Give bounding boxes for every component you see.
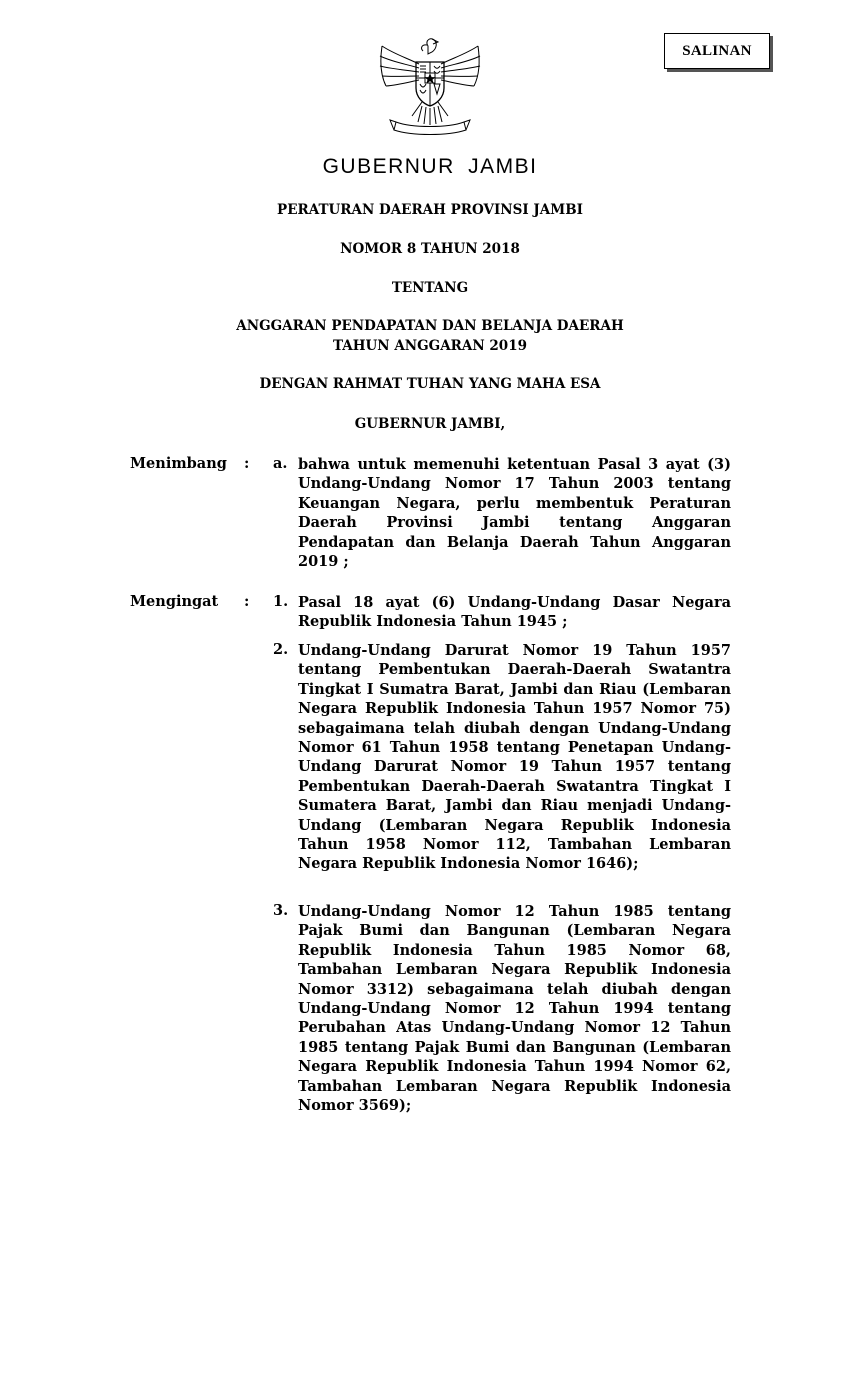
blessing-line: DENGAN RAHMAT TUHAN YANG MAHA ESA	[259, 376, 601, 392]
mengingat-item-text: Undang-Undang Nomor 12 Tahun 1985 tentang Pajak Bumi dan Bangunan (Lembaran Negara Republik Indonesia Tahun 1985 Nomor 68, Tambahan Lembaran Negara Republik Indonesia Nomor 3312) sebagaimana telah diubah dengan Undang-Undang Nomor 12 Tahun 1994 tentang Perubahan Atas Undang-Undang Nomor 12 Tahun 1985 tentang Pajak Bumi dan Bangunan (Lembaran Negara Republik Indonesia Tahun 1994 Nomor 62, Tambahan Lembaran Negara Republik Indonesia Nomor 3569);	[298, 903, 731, 1115]
governor-heading: GUBERNUR JAMBI	[322, 155, 538, 178]
mengingat-item-text: Pasal 18 ayat (6) Undang-Undang Dasar Negara Republik Indonesia Tahun 1945 ;	[298, 594, 731, 631]
mengingat-item-text: Undang-Undang Darurat Nomor 19 Tahun 1957 tentang Pembentukan Daerah-Daerah Swatantra Tingkat I Sumatra Barat, Jambi dan Riau (Lembaran Negara Republik Indonesia Tahun 1957 Nomor 75) sebagaimana telah diubah dengan Undang-Undang Nomor 61 Tahun 1958 tentang Penetapan Undang-Undang Darurat Nomor 19 Tahun 1957 tentang Pembentukan Daerah-Daerah Swatantra Tingkat I Sumatera Barat, Jambi dan Riau menjadi Undang-Undang (Lembaran Negara Republik Indonesia Tahun 1958 Nomor 112, Tambahan Lembaran Negara Republik Indonesia Nomor 1646);	[298, 642, 731, 873]
about-heading: TENTANG	[391, 280, 469, 296]
subject-line-2: TAHUN ANGGARAN 2019	[332, 338, 527, 354]
mengingat-label: Mengingat	[130, 593, 219, 610]
mengingat-item-marker: 2.	[273, 641, 289, 658]
subject-line-1: ANGGARAN PENDAPATAN DAN BELANJA DAERAH	[236, 318, 624, 334]
governor-signatory: GUBERNUR JAMBI,	[354, 416, 506, 432]
regulation-title: PERATURAN DAERAH PROVINSI JAMBI	[277, 202, 583, 218]
garuda-pancasila-emblem-icon	[372, 36, 488, 138]
menimbang-colon: :	[244, 455, 250, 472]
menimbang-label: Menimbang	[130, 455, 227, 472]
regulation-number: NOMOR 8 TAHUN 2018	[340, 241, 520, 257]
stamp-label: SALINAN	[682, 42, 752, 59]
salinan-stamp	[664, 33, 770, 69]
mengingat-item-marker: 1.	[273, 593, 289, 610]
menimbang-item-text: bahwa untuk memenuhi ketentuan Pasal 3 ayat (3) Undang-Undang Nomor 17 Tahun 2003 tentang Keuangan Negara, perlu membentuk Peraturan Daerah Provinsi Jambi tentang Anggaran Pendapatan dan Belanja Daerah Tahun Anggaran 2019 ;	[298, 456, 731, 571]
mengingat-colon: :	[244, 593, 250, 610]
mengingat-item-marker: 3.	[273, 902, 289, 919]
menimbang-item-marker: a.	[273, 455, 288, 472]
